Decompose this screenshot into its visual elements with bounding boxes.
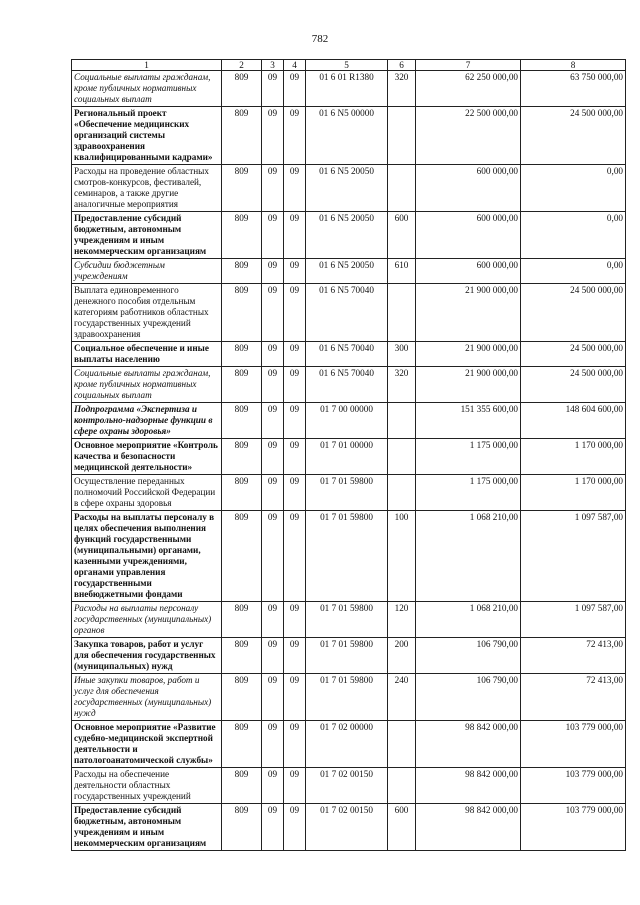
subsection-code: 09 [284, 342, 306, 367]
amount-year-2: 103 779 000,00 [521, 804, 626, 851]
target-article-code: 01 6 01 R1380 [306, 71, 388, 107]
section-code: 09 [262, 511, 284, 602]
amount-year-2: 1 097 587,00 [521, 602, 626, 638]
expense-type-code: 300 [388, 342, 416, 367]
column-header: 4 [284, 60, 306, 71]
ministry-code: 809 [222, 439, 262, 475]
column-header: 1 [72, 60, 222, 71]
column-header: 8 [521, 60, 626, 71]
table-row [72, 439, 626, 475]
section-code: 09 [262, 165, 284, 212]
subsection-code: 09 [284, 165, 306, 212]
ministry-code: 809 [222, 284, 262, 342]
target-article-code: 01 7 00 00000 [306, 403, 388, 439]
column-header: 6 [388, 60, 416, 71]
amount-year-2: 0,00 [521, 259, 626, 284]
subsection-code: 09 [284, 212, 306, 259]
ministry-code: 809 [222, 475, 262, 511]
amount-year-2: 0,00 [521, 212, 626, 259]
amount-year-1: 21 900 000,00 [416, 367, 521, 403]
expense-type-code: 100 [388, 511, 416, 602]
expense-type-code [388, 165, 416, 212]
section-code: 09 [262, 602, 284, 638]
table-row [72, 259, 626, 284]
ministry-code: 809 [222, 768, 262, 804]
section-code: 09 [262, 768, 284, 804]
section-code: 09 [262, 107, 284, 165]
ministry-code: 809 [222, 638, 262, 674]
row-name: Выплата единовременного денежного пособия отдельным категориям работников областных государственных учреждений здравоохранения [72, 284, 222, 342]
amount-year-2: 1 097 587,00 [521, 511, 626, 602]
table-row [72, 721, 626, 768]
amount-year-2: 0,00 [521, 165, 626, 212]
row-name: Осуществление переданных полномочий Российской Федерации в сфере охраны здоровья [72, 475, 222, 511]
row-name: Основное мероприятие «Развитие судебно-медицинской экспертной деятельности и патологоанатомической службы» [72, 721, 222, 768]
expense-type-code [388, 403, 416, 439]
subsection-code: 09 [284, 71, 306, 107]
amount-year-2: 103 779 000,00 [521, 768, 626, 804]
target-article-code: 01 7 01 59800 [306, 602, 388, 638]
amount-year-1: 600 000,00 [416, 259, 521, 284]
target-article-code: 01 6 N5 70040 [306, 367, 388, 403]
target-article-code: 01 7 01 59800 [306, 638, 388, 674]
section-code: 09 [262, 804, 284, 851]
target-article-code: 01 7 01 59800 [306, 674, 388, 721]
amount-year-1: 1 175 000,00 [416, 475, 521, 511]
amount-year-1: 151 355 600,00 [416, 403, 521, 439]
table-row [72, 638, 626, 674]
section-code: 09 [262, 403, 284, 439]
amount-year-1: 1 068 210,00 [416, 511, 521, 602]
amount-year-1: 106 790,00 [416, 674, 521, 721]
section-code: 09 [262, 367, 284, 403]
target-article-code: 01 7 01 59800 [306, 475, 388, 511]
section-code: 09 [262, 284, 284, 342]
table-row [72, 511, 626, 602]
subsection-code: 09 [284, 284, 306, 342]
table-row [72, 71, 626, 107]
subsection-code: 09 [284, 475, 306, 511]
section-code: 09 [262, 638, 284, 674]
expense-type-code [388, 439, 416, 475]
target-article-code: 01 7 02 00150 [306, 804, 388, 851]
amount-year-1: 62 250 000,00 [416, 71, 521, 107]
table-row [72, 284, 626, 342]
amount-year-2: 24 500 000,00 [521, 367, 626, 403]
amount-year-2: 103 779 000,00 [521, 721, 626, 768]
amount-year-1: 600 000,00 [416, 212, 521, 259]
row-name: Расходы на проведение областных смотров-конкурсов, фестивалей, семинаров, а также другие аналогичные мероприятия [72, 165, 222, 212]
budget-table [71, 59, 626, 851]
target-article-code: 01 6 N5 20050 [306, 165, 388, 212]
subsection-code: 09 [284, 804, 306, 851]
column-header: 5 [306, 60, 388, 71]
target-article-code: 01 7 02 00000 [306, 721, 388, 768]
ministry-code: 809 [222, 71, 262, 107]
column-header: 2 [222, 60, 262, 71]
section-code: 09 [262, 475, 284, 511]
table-header-row [72, 60, 626, 71]
ministry-code: 809 [222, 721, 262, 768]
row-name: Закупка товаров, работ и услуг для обеспечения государственных (муниципальных) нужд [72, 638, 222, 674]
amount-year-2: 63 750 000,00 [521, 71, 626, 107]
target-article-code: 01 6 N5 70040 [306, 284, 388, 342]
subsection-code: 09 [284, 439, 306, 475]
amount-year-2: 24 500 000,00 [521, 107, 626, 165]
expense-type-code: 600 [388, 212, 416, 259]
table-row [72, 367, 626, 403]
row-name: Социальное обеспечение и иные выплаты населению [72, 342, 222, 367]
section-code: 09 [262, 259, 284, 284]
expense-type-code: 320 [388, 71, 416, 107]
amount-year-1: 106 790,00 [416, 638, 521, 674]
row-name: Расходы на выплаты персоналу в целях обеспечения выполнения функций государственными (муниципальными) органами, казенными учреждениями, органами управления государственными внебюджетными фондами [72, 511, 222, 602]
table-row [72, 475, 626, 511]
table-row [72, 804, 626, 851]
table-row [72, 403, 626, 439]
table-row [72, 107, 626, 165]
target-article-code: 01 6 N5 20050 [306, 212, 388, 259]
section-code: 09 [262, 721, 284, 768]
subsection-code: 09 [284, 259, 306, 284]
column-header: 7 [416, 60, 521, 71]
expense-type-code: 200 [388, 638, 416, 674]
amount-year-2: 24 500 000,00 [521, 284, 626, 342]
row-name: Расходы на выплаты персоналу государственных (муниципальных) органов [72, 602, 222, 638]
amount-year-1: 1 175 000,00 [416, 439, 521, 475]
target-article-code: 01 7 01 00000 [306, 439, 388, 475]
section-code: 09 [262, 71, 284, 107]
amount-year-2: 24 500 000,00 [521, 342, 626, 367]
row-name: Социальные выплаты гражданам, кроме публичных нормативных социальных выплат [72, 367, 222, 403]
target-article-code: 01 7 01 59800 [306, 511, 388, 602]
ministry-code: 809 [222, 674, 262, 721]
ministry-code: 809 [222, 602, 262, 638]
ministry-code: 809 [222, 511, 262, 602]
subsection-code: 09 [284, 107, 306, 165]
expense-type-code: 240 [388, 674, 416, 721]
amount-year-1: 21 900 000,00 [416, 342, 521, 367]
ministry-code: 809 [222, 804, 262, 851]
expense-type-code: 120 [388, 602, 416, 638]
expense-type-code [388, 721, 416, 768]
table-row [72, 165, 626, 212]
amount-year-2: 148 604 600,00 [521, 403, 626, 439]
ministry-code: 809 [222, 342, 262, 367]
expense-type-code: 610 [388, 259, 416, 284]
expense-type-code [388, 107, 416, 165]
target-article-code: 01 7 02 00150 [306, 768, 388, 804]
expense-type-code: 600 [388, 804, 416, 851]
amount-year-2: 72 413,00 [521, 638, 626, 674]
subsection-code: 09 [284, 602, 306, 638]
subsection-code: 09 [284, 638, 306, 674]
amount-year-1: 22 500 000,00 [416, 107, 521, 165]
section-code: 09 [262, 674, 284, 721]
subsection-code: 09 [284, 367, 306, 403]
amount-year-2: 1 170 000,00 [521, 439, 626, 475]
ministry-code: 809 [222, 403, 262, 439]
subsection-code: 09 [284, 403, 306, 439]
target-article-code: 01 6 N5 70040 [306, 342, 388, 367]
expense-type-code: 320 [388, 367, 416, 403]
row-name: Расходы на обеспечение деятельности областных государственных учреждений [72, 768, 222, 804]
amount-year-1: 21 900 000,00 [416, 284, 521, 342]
target-article-code: 01 6 N5 20050 [306, 259, 388, 284]
table-row [72, 212, 626, 259]
amount-year-1: 98 842 000,00 [416, 721, 521, 768]
ministry-code: 809 [222, 165, 262, 212]
row-name: Предоставление субсидий бюджетным, автономным учреждениям и иным некоммерческим организациям [72, 804, 222, 851]
row-name: Подпрограмма «Экспертиза и контрольно-надзорные функции в сфере охраны здоровья» [72, 403, 222, 439]
ministry-code: 809 [222, 367, 262, 403]
ministry-code: 809 [222, 212, 262, 259]
subsection-code: 09 [284, 768, 306, 804]
amount-year-2: 72 413,00 [521, 674, 626, 721]
row-name: Основное мероприятие «Контроль качества и безопасности медицинской деятельности» [72, 439, 222, 475]
row-name: Субсидии бюджетным учреждениям [72, 259, 222, 284]
section-code: 09 [262, 212, 284, 259]
row-name: Социальные выплаты гражданам, кроме публичных нормативных социальных выплат [72, 71, 222, 107]
section-code: 09 [262, 439, 284, 475]
table-row [72, 768, 626, 804]
table-row [72, 602, 626, 638]
expense-type-code [388, 475, 416, 511]
row-name: Предоставление субсидий бюджетным, автономным учреждениям и иным некоммерческим организациям [72, 212, 222, 259]
row-name: Иные закупки товаров, работ и услуг для обеспечения государственных (муниципальных) нужд [72, 674, 222, 721]
target-article-code: 01 6 N5 00000 [306, 107, 388, 165]
table-row [72, 674, 626, 721]
row-name: Региональный проект «Обеспечение медицинских организаций системы здравоохранения квалифицированными кадрами» [72, 107, 222, 165]
expense-type-code [388, 768, 416, 804]
section-code: 09 [262, 342, 284, 367]
page-number: 782 [311, 33, 329, 45]
table-row [72, 342, 626, 367]
ministry-code: 809 [222, 107, 262, 165]
subsection-code: 09 [284, 511, 306, 602]
subsection-code: 09 [284, 674, 306, 721]
column-header: 3 [262, 60, 284, 71]
expense-type-code [388, 284, 416, 342]
ministry-code: 809 [222, 259, 262, 284]
amount-year-1: 600 000,00 [416, 165, 521, 212]
amount-year-1: 1 068 210,00 [416, 602, 521, 638]
amount-year-2: 1 170 000,00 [521, 475, 626, 511]
amount-year-1: 98 842 000,00 [416, 768, 521, 804]
amount-year-1: 98 842 000,00 [416, 804, 521, 851]
subsection-code: 09 [284, 721, 306, 768]
